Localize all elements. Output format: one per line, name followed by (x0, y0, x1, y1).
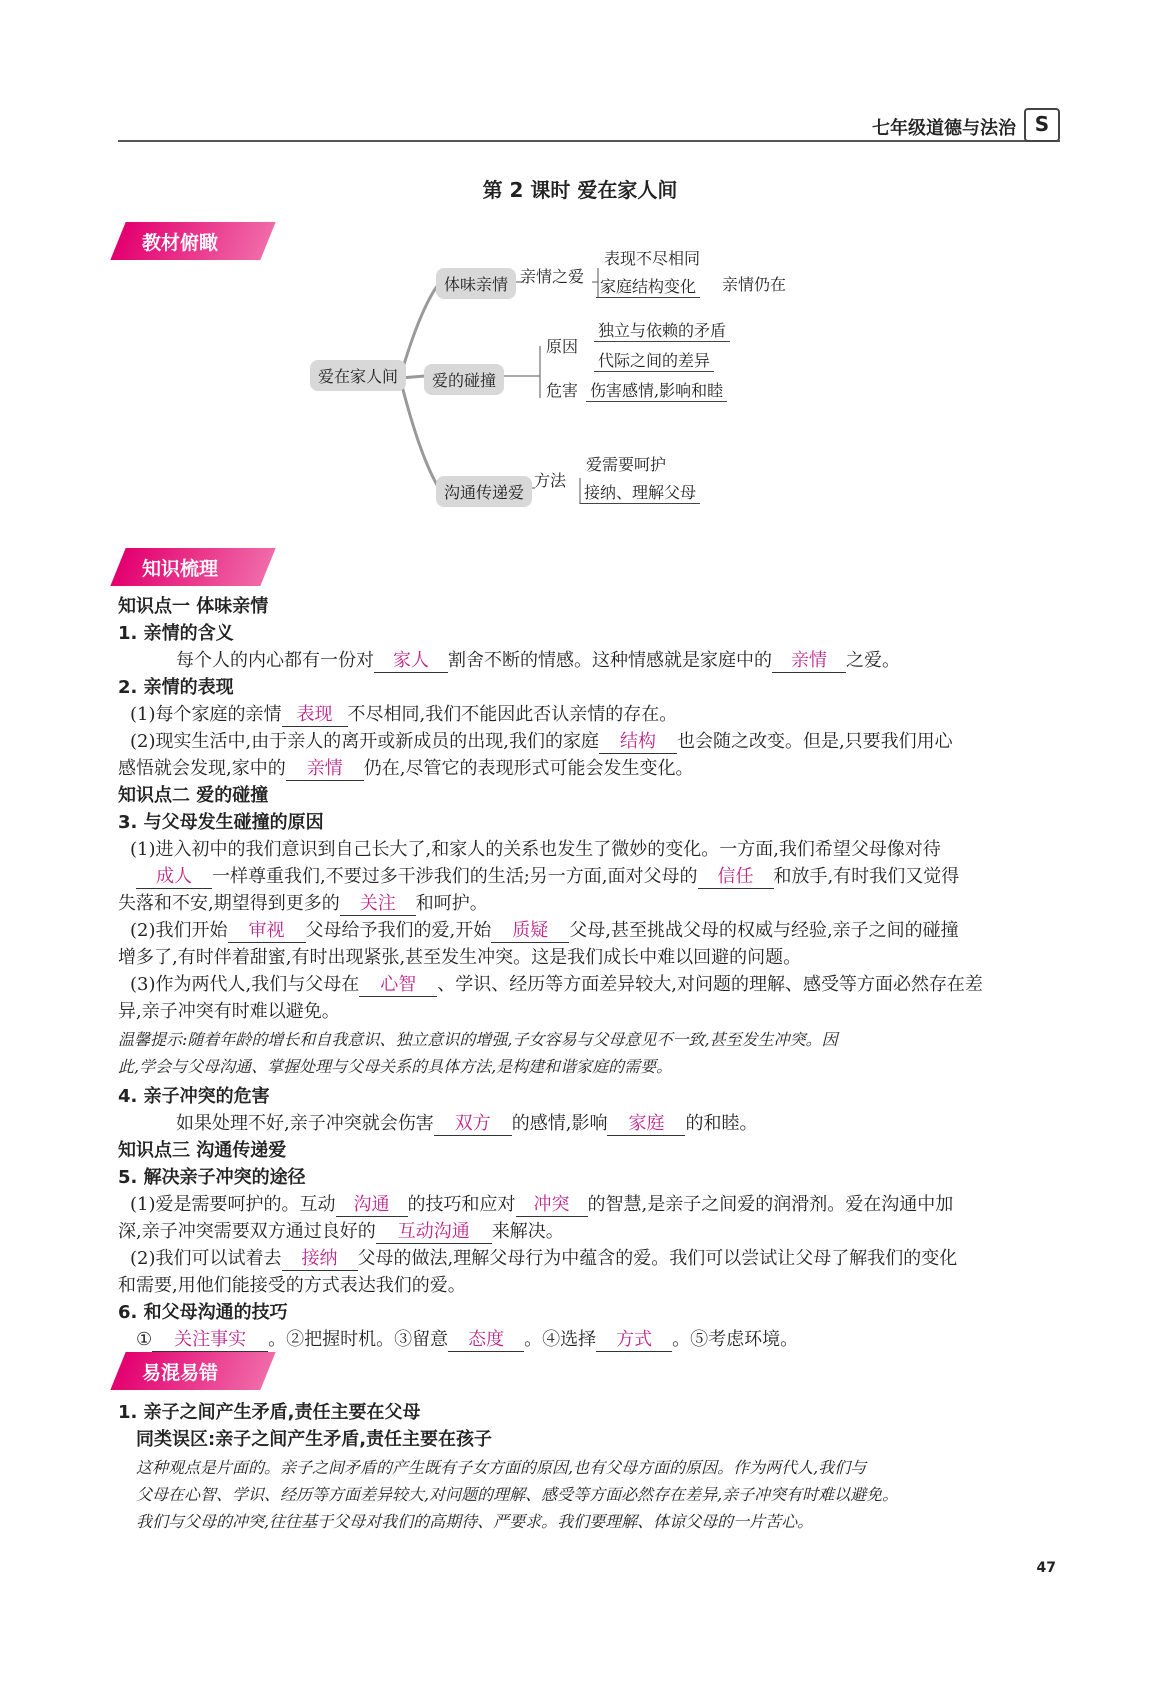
leaf-1-1: 表现不尽相同 (604, 249, 701, 268)
q3-1-cont: 成人 一样尊重我们,不要过多干涉我们的生活;另一方面,面对父母的 信任 和放手,有时我们又觉得 (136, 862, 959, 889)
q1-text: 每个人的内心都有一份对 家人 割舍不断的情感。这种情感就是家庭中的 亲情 之爱。 (176, 646, 900, 673)
q6-heading: 6. 和父母沟通的技巧 (118, 1302, 288, 1323)
tip-line-2: 此,学会与父母沟通、掌握处理与父母关系的具体方法,是构建和谐家庭的需要。 (118, 1057, 673, 1076)
page-header (118, 102, 1060, 142)
mistake-explain-1: 这种观点是片面的。亲子之间矛盾的产生既有子女方面的原因,也有父母方面的原因。作为两代人,我们与 (136, 1458, 867, 1477)
banner-mistakes: 易混易错 (118, 1352, 268, 1390)
mind-map-root: 爱在家人间 (310, 360, 406, 391)
q3-2: (2)我们开始 审视 父母给予我们的爱,开始 质疑 父母,甚至挑战父母的权威与经验,亲子之间的碰撞 (130, 916, 959, 943)
lesson-title: 第 2 课时 爱在家人间 (482, 178, 678, 202)
q5-2-cont: 和需要,用他们能接受的方式表达我们的爱。 (118, 1275, 466, 1296)
branch-1: 体味亲情 (436, 268, 516, 299)
branch-2: 爱的碰撞 (424, 364, 504, 395)
branch-3: 沟通传递爱 (436, 476, 532, 507)
leaf-3-1: 爱需要呵护 (586, 455, 667, 474)
q1-heading: 1. 亲情的含义 (118, 623, 234, 644)
knowledge-point-2: 知识点二 爱的碰撞 (118, 785, 269, 806)
q2-1: (1)每个家庭的亲情 表现 不尽相同,我们不能因此否认亲情的存在。 (130, 700, 677, 727)
header-title: 七年级道德与法治 (872, 118, 1016, 139)
q5-2: (2)我们可以试着去 接纳 父母的做法,理解父母行为中蕴含的爱。我们可以尝试让父母了解我们的变化 (130, 1244, 957, 1271)
leaf-3-2: 接纳、理解父母 (580, 480, 700, 504)
q3-3-cont: 异,亲子冲突有时难以避免。 (118, 1001, 340, 1022)
branch-1-out: 亲情仍在 (722, 275, 787, 294)
q3-1: (1)进入初中的我们意识到自己长大了,和家人的关系也发生了微妙的变化。一方面,我们希望父母像对待 (130, 839, 941, 860)
q3-heading: 3. 与父母发生碰撞的原因 (118, 812, 324, 833)
mistake-explain-2: 父母在心智、学识、经历等方面差异较大,对问题的理解、感受等方面必然存在差异,亲子冲突有时难以避免。 (136, 1485, 899, 1504)
banner-knowledge: 知识梳理 (118, 548, 268, 586)
branch-3-sub: 方法 (534, 471, 567, 490)
q3-1-end: 失落和不安,期望得到更多的 关注 和呵护。 (118, 889, 488, 916)
q5-1: (1)爱是需要呵护的。互动 沟通 的技巧和应对 冲突 的智慧,是亲子之间爱的润滑剂。爱在沟通中加 (130, 1190, 953, 1217)
tip-line-1: 温馨提示:随着年龄的增长和自我意识、独立意识的增强,子女容易与父母意见不一致,甚至发生冲突。因 (118, 1030, 838, 1049)
q3-3: (3)作为两代人,我们与父母在 心智 、学识、经历等方面差异较大,对问题的理解、感受等方面必然存在差 (130, 970, 983, 997)
q4-heading: 4. 亲子冲突的危害 (118, 1086, 270, 1107)
q6-text: ① 关注事实 。②把握时机。③留意 态度 。④选择 方式 。⑤考虑环境。 (136, 1325, 798, 1352)
q2-2: (2)现实生活中,由于亲人的离开或新成员的出现,我们的家庭 结构 也会随之改变。但是,只要我们用心 (130, 727, 953, 754)
mind-map (318, 249, 850, 540)
leaf-1-2: 家庭结构变化 (596, 274, 700, 298)
q5-heading: 5. 解决亲子冲突的途径 (118, 1167, 306, 1188)
branch-2-harm: 危害 (546, 381, 579, 400)
q2-heading: 2. 亲情的表现 (118, 677, 234, 698)
leaf-2-3: 伤害感情,影响和睦 (586, 378, 727, 402)
branch-1-sub: 亲情之爱 (520, 267, 585, 286)
branch-2-reason: 原因 (546, 337, 579, 356)
q2-2-cont: 感悟就会发现,家中的 亲情 仍在,尽管它的表现形式可能会发生变化。 (118, 754, 693, 781)
publisher-logo: S (1024, 108, 1060, 142)
q5-1-cont: 深,亲子冲突需要双方通过良好的 互动沟通 来解决。 (118, 1217, 564, 1244)
q3-2-cont: 增多了,有时伴着甜蜜,有时出现紧张,甚至发生冲突。这是我们成长中难以回避的问题。 (118, 947, 802, 968)
q4-text: 如果处理不好,亲子冲突就会伤害 双方 的感情,影响 家庭 的和睦。 (176, 1109, 757, 1136)
knowledge-point-3: 知识点三 沟通传递爱 (118, 1140, 287, 1161)
leaf-2-2: 代际之间的差异 (594, 348, 714, 372)
mistake-explain-3: 我们与父母的冲突,往往基于父母对我们的高期待、严要求。我们要理解、体谅父母的一片苦心。 (136, 1512, 814, 1531)
banner-overview: 教材俯瞰 (118, 222, 268, 260)
mistake-similar: 同类误区:亲子之间产生矛盾,责任主要在孩子 (136, 1429, 493, 1450)
mistake-1: 1. 亲子之间产生矛盾,责任主要在父母 (118, 1402, 421, 1423)
leaf-2-1: 独立与依赖的矛盾 (594, 318, 730, 342)
knowledge-point-1: 知识点一 体味亲情 (118, 596, 269, 617)
page-number: 47 (1036, 1560, 1056, 1576)
